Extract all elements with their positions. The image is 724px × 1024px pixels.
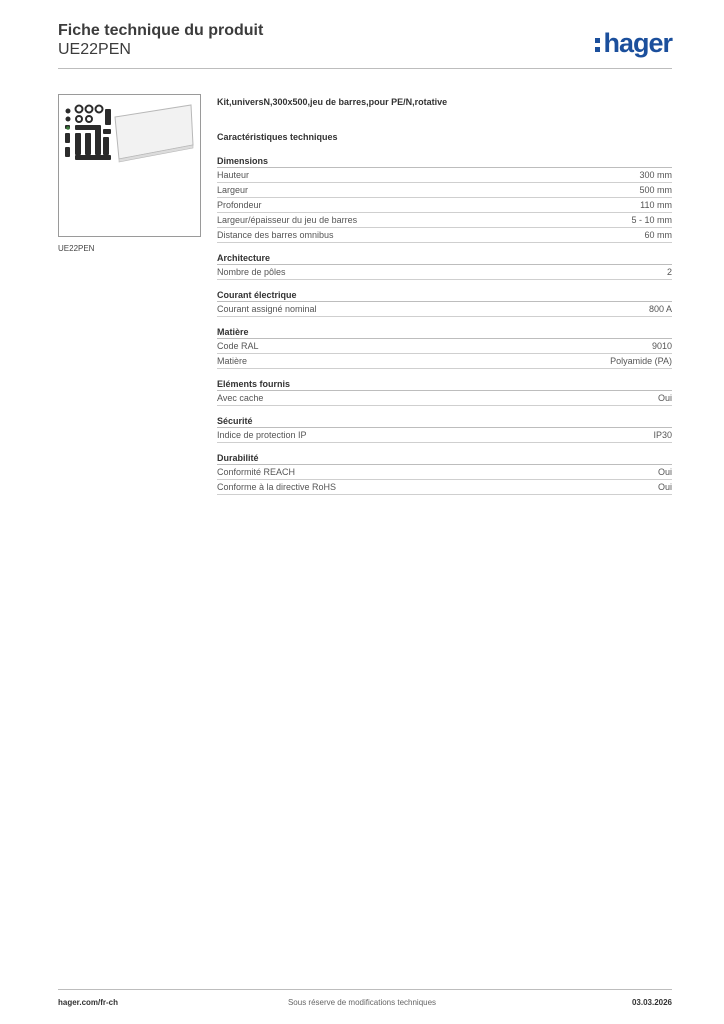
spec-value: Oui — [657, 393, 672, 403]
spec-label: Nombre de pôles — [217, 267, 286, 277]
image-caption: UE22PEN — [58, 244, 95, 253]
page-header — [58, 20, 672, 68]
spec-value: 5 - 10 mm — [631, 215, 672, 225]
spec-section — [217, 289, 672, 317]
spec-value: Oui — [657, 467, 672, 477]
product-description: Kit,universN,300x500,jeu de barres,pour PE/N,rotative — [217, 97, 448, 107]
spec-label: Conforme à la directive RoHS — [217, 482, 337, 492]
spec-row — [217, 198, 672, 213]
spec-section — [217, 326, 672, 369]
spec-row — [217, 302, 672, 317]
footer-disclaimer: Sous réserve de modifications techniques — [287, 998, 437, 1007]
spec-row — [217, 265, 672, 280]
page-title: Fiche technique du produit — [58, 22, 264, 39]
section-title: Durabilité — [217, 452, 672, 465]
spec-row — [217, 428, 672, 443]
spec-row — [217, 339, 672, 354]
spec-value: 2 — [666, 267, 672, 277]
footer-website: hager.com/fr-ch — [58, 998, 119, 1007]
footer-date: 03.03.2026 — [631, 998, 672, 1007]
spec-label: Code RAL — [217, 341, 259, 351]
spec-value: 110 mm — [640, 200, 672, 210]
product-image — [58, 94, 201, 237]
spec-label: Courant assigné nominal — [217, 304, 317, 314]
section-title: Matière — [217, 326, 672, 339]
header-divider — [58, 68, 672, 69]
spec-value: 500 mm — [639, 185, 672, 195]
logo-text: hager — [603, 28, 672, 58]
spec-label: Matière — [217, 356, 248, 366]
spec-value: Polyamide (PA) — [610, 356, 672, 366]
characteristics-heading: Caractéristiques techniques — [217, 132, 338, 142]
spec-section — [217, 415, 672, 443]
spec-value: IP30 — [653, 430, 672, 440]
spec-label: Avec cache — [217, 393, 264, 403]
spec-value: 800 A — [648, 304, 672, 314]
section-title: Sécurité — [217, 415, 672, 428]
spec-value: 300 mm — [639, 170, 672, 180]
product-specs — [217, 95, 672, 495]
hager-logo — [595, 28, 672, 59]
product-reference: UE22PEN — [58, 41, 131, 58]
spec-row — [217, 480, 672, 495]
spec-label: Conformité REACH — [217, 467, 296, 477]
spec-row — [217, 354, 672, 369]
spec-value: 60 mm — [644, 230, 672, 240]
footer-divider — [58, 989, 672, 990]
spec-section — [217, 252, 672, 280]
spec-label: Indice de protection IP — [217, 430, 307, 440]
spec-value: 9010 — [651, 341, 672, 351]
spec-row — [217, 213, 672, 228]
spec-label: Hauteur — [217, 170, 250, 180]
section-title: Architecture — [217, 252, 672, 265]
spec-sections — [217, 155, 672, 495]
spec-row — [217, 228, 672, 243]
spec-row — [217, 183, 672, 198]
section-title: Eléments fournis — [217, 378, 672, 391]
spec-row — [217, 168, 672, 183]
spec-section — [217, 155, 672, 243]
spec-label: Distance des barres omnibus — [217, 230, 334, 240]
logo-dots-icon — [595, 34, 601, 54]
spec-label: Largeur — [217, 185, 249, 195]
spec-row — [217, 391, 672, 406]
spec-section — [217, 452, 672, 495]
spec-section — [217, 378, 672, 406]
section-title: Dimensions — [217, 155, 672, 168]
product-illustration — [59, 95, 200, 236]
section-title: Courant électrique — [217, 289, 672, 302]
spec-row — [217, 465, 672, 480]
spec-label: Profondeur — [217, 200, 262, 210]
spec-label: Largeur/épaisseur du jeu de barres — [217, 215, 358, 225]
spec-value: Oui — [657, 482, 672, 492]
